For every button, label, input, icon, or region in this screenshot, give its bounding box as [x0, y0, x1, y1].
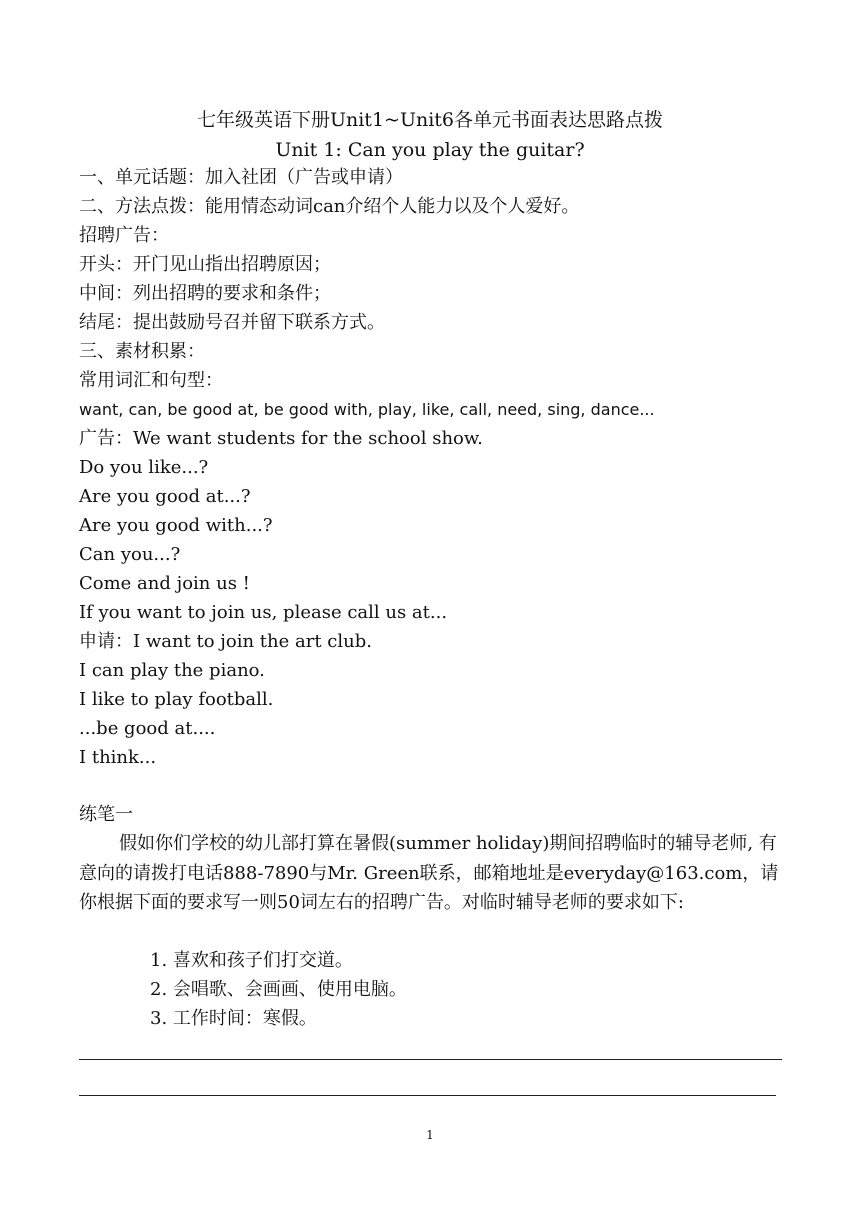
ad-middle: 中间：列出招聘的要求和条件；: [79, 283, 331, 304]
application-sentence: 申请：I want to join the art club.: [79, 631, 372, 652]
sentence-pattern: Do you like...?: [79, 457, 209, 478]
ad-sentence: 广告：We want students for the school show.: [79, 428, 483, 449]
exercise-prompt-text: 假如你们学校的幼儿部打算在暑假(summer holiday)期间招聘临时的辅导老师, 有意向的请拨打电话888-7890与Mr. Green联系，邮箱地址是everyday@163.com，请你根据下面的要求写一则50词左右的招聘广告。对临时辅导老师的要求如下:: [79, 833, 779, 913]
requirement-item: 3. 工作时间：寒假。: [150, 1008, 317, 1029]
sentence-pattern: Come and join us !: [79, 573, 250, 594]
sentence-pattern: I can play the piano.: [79, 660, 265, 681]
vocab-list: want, can, be good at, be good with, play, like, call, need, sing, dance...: [79, 400, 655, 419]
sentence-pattern: ...be good at....: [79, 718, 216, 739]
section-method: 二、方法点拨：能用情态动词can介绍个人能力以及个人爱好。: [79, 196, 580, 217]
answer-line: [79, 1059, 782, 1060]
requirement-item: 2. 会唱歌、会画画、使用电脑。: [150, 979, 407, 1000]
section-materials: 三、素材积累：: [79, 341, 205, 362]
sentence-pattern: Are you good with...?: [79, 515, 273, 536]
unit-subtitle: Unit 1: Can you play the guitar?: [275, 139, 585, 161]
ad-heading: 招聘广告：: [79, 225, 169, 246]
vocab-heading: 常用词汇和句型：: [79, 370, 223, 391]
requirement-item: 1. 喜欢和孩子们打交道。: [150, 950, 353, 971]
page-number: 1: [426, 1128, 434, 1142]
exercise-heading: 练笔一: [79, 804, 133, 825]
sentence-pattern: I like to play football.: [79, 689, 274, 710]
sentence-pattern: I think...: [79, 747, 157, 768]
sentence-pattern: Are you good at...?: [79, 486, 251, 507]
ad-ending: 结尾：提出鼓励号召并留下联系方式。: [79, 312, 385, 333]
ad-opening: 开头：开门见山指出招聘原因；: [79, 254, 331, 275]
section-topic: 一、单元话题：加入社团（广告或申请）: [79, 167, 403, 188]
sentence-pattern: Can you...?: [79, 544, 181, 565]
sentence-pattern: If you want to join us, please call us at...: [79, 602, 448, 623]
exercise-prompt: [79, 829, 781, 918]
answer-line: [79, 1095, 776, 1096]
page-title: 七年级英语下册Unit1~Unit6各单元书面表达思路点拨: [196, 109, 664, 131]
